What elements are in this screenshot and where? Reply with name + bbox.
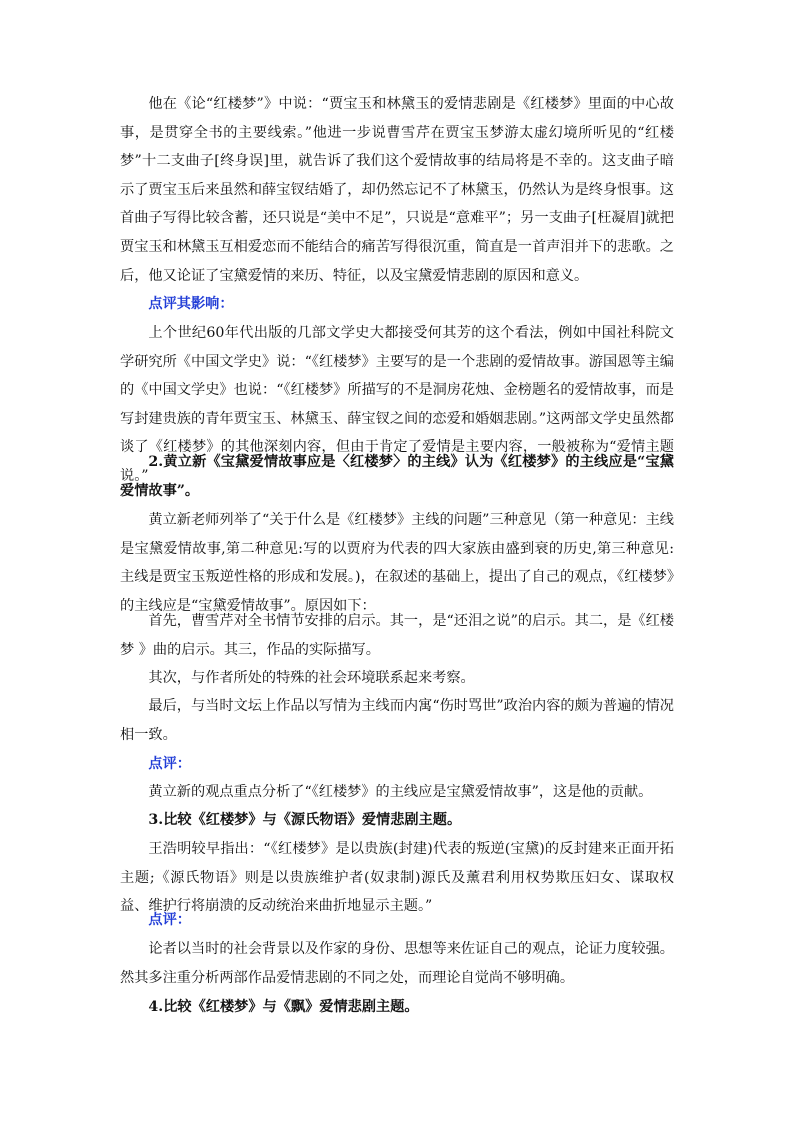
section-label: 点评其影响：	[148, 296, 234, 312]
body-paragraph: 黄立新的观点重点分析了“《红楼梦》的主线应是宝黛爱情故事”，这是他的贡献。	[148, 784, 653, 800]
body-paragraph: 最后，与当时文坛上作品以写情为主线而内寓“伤时骂世”政治内容的颇为普遍的情况相一致。	[120, 698, 674, 743]
section-heading: 3.比较《红楼梦》与《源氏物语》爱情悲剧主题。	[148, 812, 462, 828]
body-paragraph: 其次，与作者所处的特殊的社会环境联系起来考察。	[148, 670, 475, 686]
body-paragraph: 上个世纪60年代出版的几部文学史大都接受何其芳的这个看法，例如中国社科院文学研究所《中国文学史》说：“《红楼梦》主要写的是一个悲剧的爱情故事。游国恩等主编的《中国文学史》也说：“《红楼梦》所描写的不是洞房花烛、金榜题名的爱情故事，而是写封建贵族的青年贾宝玉、林黛玉、薛宝钗之间的恋爱和婚姻悲剧。”这两部文学史虽然都谈了《红楼梦》的其他深刻内容，但由于肯定了爱情是主要内容，一般被称为“爱情主题说。”	[120, 325, 674, 484]
section-heading: 2.黄立新《宝黛爱情故事应是〈红楼梦〉的主线》认为《红楼梦》的主线应是“宝黛爱情故事”。	[120, 454, 674, 499]
body-paragraph: 论者以当时的社会背景以及作家的身份、思想等来佐证自己的观点，论证力度较强。然其多注重分析两部作品爱情悲剧的不同之处，而理论自觉尚不够明确。	[120, 941, 674, 986]
section-heading: 4.比较《红楼梦》与《飘》爱情悲剧主题。	[148, 999, 419, 1015]
section-label: 点评：	[148, 912, 191, 928]
section-label: 点评：	[148, 756, 191, 772]
body-paragraph: 首先，曹雪芹对全书情节安排的启示。其一，是“还泪之说”的启示。其二，是《红楼 梦 》曲的启示。其三，作品的实际描写。	[120, 613, 674, 658]
body-paragraph: 黄立新老师列举了“关于什么是《红楼梦》主线的问题”三种意见（第一种意见：主线是宝黛爱情故事,第二种意见:写的以贾府为代表的四大家族由盛到衰的历史,第三种意见:主线是贾宝玉叛逆性格的形成和发展。)，在叙述的基础上，提出了自己的观点，《红楼梦》的主线应是“宝黛爱情故事”。原因如下：	[120, 512, 674, 614]
body-paragraph: 王浩明较早指出：“《红楼梦》是以贵族(封建)代表的叛逆(宝黛)的反封建来正面开拓主题;《源氏物语》则是以贵族维护者(奴隶制)源氏及薰君利用权势欺压妇女、谋取权益、维护行将崩溃的反动统治来曲折地显示主题。”	[120, 841, 674, 915]
body-paragraph: 他在《论“红楼梦”》中说：“贾宝玉和林黛玉的爱情悲剧是《红楼梦》里面的中心故事，是贯穿全书的主要线索。”他进一步说曹雪芹在贾宝玉梦游太虚幻境所听见的“红楼梦”十二支曲子[终身误]里，就告诉了我们这个爱情故事的结局将是不幸的。这支曲子暗示了贾宝玉后来虽然和薛宝钗结婚了，却仍然忘记不了林黛玉，仍然认为是终身恨事。这首曲子写得比较含蓄，还只说是“美中不足”，只说是“意难平”；另一支曲子[枉凝眉]就把贾宝玉和林黛玉互相爱恋而不能结合的痛苦写得很沉重，简直是一首声泪并下的悲歌。之后，他又论证了宝黛爱情的来历、特征，以及宝黛爱情悲剧的原因和意义。	[120, 96, 674, 284]
